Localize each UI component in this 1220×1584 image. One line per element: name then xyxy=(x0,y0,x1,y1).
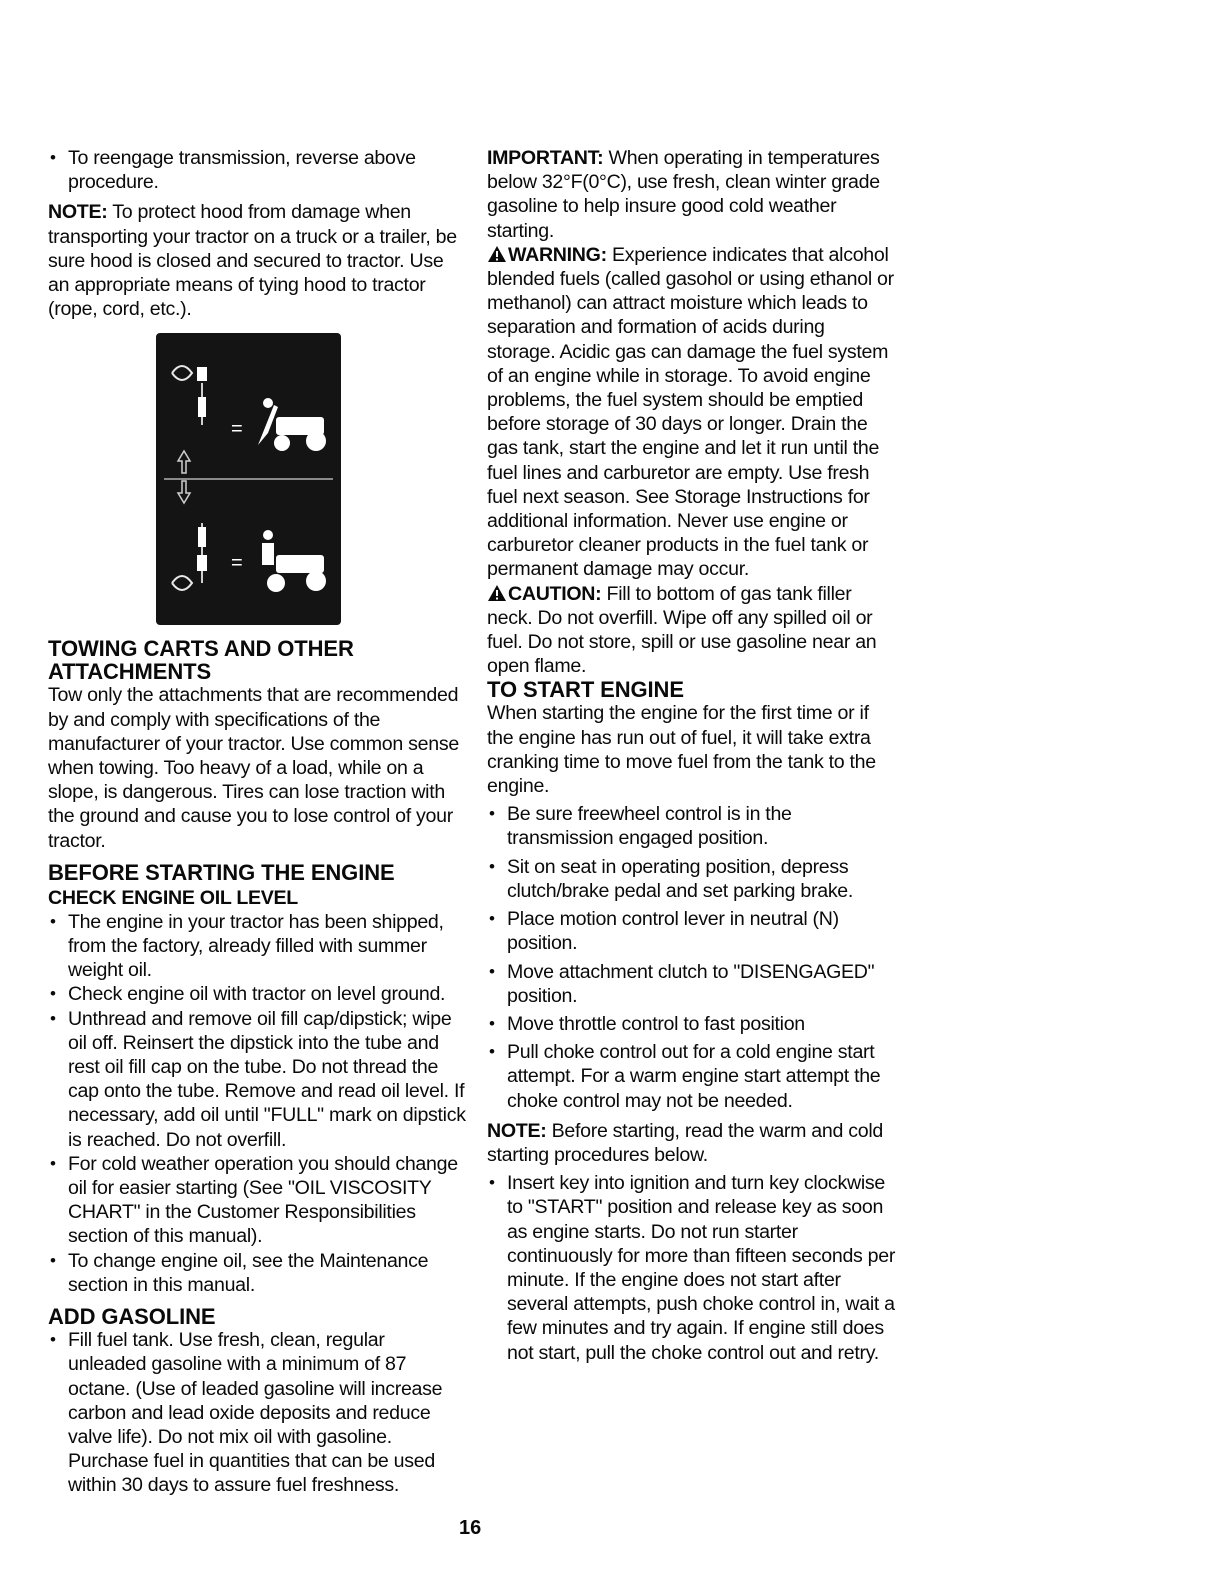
caution-paragraph xyxy=(487,582,897,679)
tractor-disengaged-icon xyxy=(262,530,326,592)
note-text: To protect hood from damage when transporting your tractor on a truck or a trailer, be sure hood is closed and secured to tractor. Use an appropriate means of tying hood to tractor (rope, cord, etc.). xyxy=(48,201,457,321)
equals-bottom: = xyxy=(231,552,243,575)
note-label: NOTE: xyxy=(48,201,108,224)
list-item: • Move attachment clutch to "DISENGAGED" position. xyxy=(487,960,897,1008)
start-steps-list xyxy=(487,802,897,1112)
list-item: • Place motion control lever in neutral (N) position. xyxy=(487,907,897,955)
lever-knob-top xyxy=(197,367,207,381)
caution-text: Fill to bottom of gas tank filler neck. Do not overfill. Wipe off any spilled oil or fuel. Do not store, spill or use gasoline near an open flame. xyxy=(487,582,877,678)
intro-list xyxy=(48,146,466,194)
important-text: When operating in temperatures below 32°F(0°C), use fresh, clean winter grade gasoline to help insure good cold weather starting. xyxy=(487,147,880,242)
lever-handle-bottom xyxy=(198,527,206,547)
page-number: 16 xyxy=(459,1517,482,1539)
caution-label: CAUTION: xyxy=(508,582,602,605)
starting-note xyxy=(487,1119,897,1167)
attachment-clutch-diagram xyxy=(156,333,341,625)
equals-top: = xyxy=(231,418,243,441)
lever-handle-top xyxy=(198,397,206,417)
note-text: Before starting, read the warm and cold starting procedures below. xyxy=(487,1119,883,1166)
warning-text: Experience indicates that alcohol blended fuels (called gasohol or using ethanol or methanol) can attract moisture which leads to separation and formation of acids during storage. Acidic gas can damage the fuel system of an engine while in storage. To avoid engine problems, the fuel system should be emptied before storage of 30 days or longer. Drain the gas tank, start the engine and let it run until the fuel lines and carburetor are empty. Use fresh fuel next season. See Storage Instructions for additional information. Never use engine or carburetor cleaner products in the fuel tank or permanent damage may occur. xyxy=(487,243,894,581)
right-column xyxy=(487,146,897,1365)
start-engine-paragraph: When starting the engine for the first time or if the engine has run out of fuel, it will take extra cranking time to move fuel from the tank to the engine. xyxy=(487,702,876,798)
hood-note xyxy=(48,200,466,321)
list-item: • Insert key into ignition and turn key clockwise to "START" position and release key as soon as engine starts. Do not run starter continuously for more than fifteen seconds per minute. If the engine does not start after several attempts, push choke control in, wait a few minutes and try again. If engine still does not start, pull the choke control out and retry. xyxy=(487,1171,897,1365)
lever-grip-icon-top xyxy=(172,366,192,380)
towing-heading: TOWING CARTS AND OTHER ATTACHMENTS xyxy=(48,636,354,685)
arrow-down-icon xyxy=(178,481,190,503)
warning-paragraph xyxy=(487,243,897,582)
note-label: NOTE: xyxy=(487,1119,547,1142)
lever-knob-bottom xyxy=(197,555,207,571)
list-item: • Unthread and remove oil fill cap/dipstick; wipe oil off. Reinsert the dipstick into the tube and rest oil fill cap on the tube. Do not thread the cap onto the tube. Remove and read oil level. If necessary, add oil until "FULL" mark on dipstick is reached. Do not overfill. xyxy=(48,1007,466,1152)
check-oil-heading: CHECK ENGINE OIL LEVEL xyxy=(48,886,298,909)
tractor-engaged-icon xyxy=(258,398,326,451)
arrow-up-icon xyxy=(178,451,190,473)
list-item: • Be sure freewheel control is in the transmission engaged position. xyxy=(487,802,897,850)
gasoline-list xyxy=(48,1328,466,1497)
towing-paragraph: Tow only the attachments that are recommended by and comply with specifications of the manufacturer of your tractor. Use common sense when towing. Too heavy of a load, while on a slope, is dangerous. Tires can lose traction with the ground and cause you to lose control of your tractor. xyxy=(48,684,459,852)
list-item: • For cold weather operation you should change oil for easier starting (See "OIL VISCOSITY CHART" in the Customer Responsibilities section of this manual). xyxy=(48,1152,466,1249)
list-item: • The engine in your tractor has been shipped, from the factory, already filled with summer weight oil. xyxy=(48,910,466,983)
caution-triangle-icon xyxy=(487,584,507,602)
important-label: IMPORTANT: xyxy=(487,147,604,169)
lever-grip-icon-bottom xyxy=(172,576,192,590)
list-item: • Pull choke control out for a cold engine start attempt. For a warm engine start attempt the choke control may not be needed. xyxy=(487,1040,897,1113)
list-item: • Fill fuel tank. Use fresh, clean, regular unleaded gasoline with a minimum of 87 octane. (Use of leaded gasoline will increase carbon and lead oxide deposits and reduce valve life). Do not mix oil with gasoline. Purchase fuel in quantities that can be used within 30 days to assure fuel freshness. xyxy=(48,1328,466,1497)
oil-check-list xyxy=(48,910,466,1297)
list-item: • Sit on seat in operating position, depress clutch/brake pedal and set parking brake. xyxy=(487,855,897,903)
list-item: • Check engine oil with tractor on level ground. xyxy=(48,982,466,1006)
warning-label: WARNING: xyxy=(508,243,607,266)
important-paragraph xyxy=(487,146,897,243)
key-steps-list xyxy=(487,1171,897,1365)
warning-triangle-icon xyxy=(487,245,507,263)
start-engine-heading: TO START ENGINE xyxy=(487,677,684,703)
list-item: • To reengage transmission, reverse above procedure. xyxy=(48,146,466,194)
list-item: • To change engine oil, see the Maintenance section in this manual. xyxy=(48,1249,466,1297)
left-column xyxy=(48,146,466,1498)
list-item: • Move throttle control to fast position xyxy=(487,1012,897,1036)
before-starting-heading: BEFORE STARTING THE ENGINE xyxy=(48,859,395,885)
add-gasoline-heading: ADD GASOLINE xyxy=(48,1304,216,1330)
clutch-lever-illustration xyxy=(156,333,341,625)
